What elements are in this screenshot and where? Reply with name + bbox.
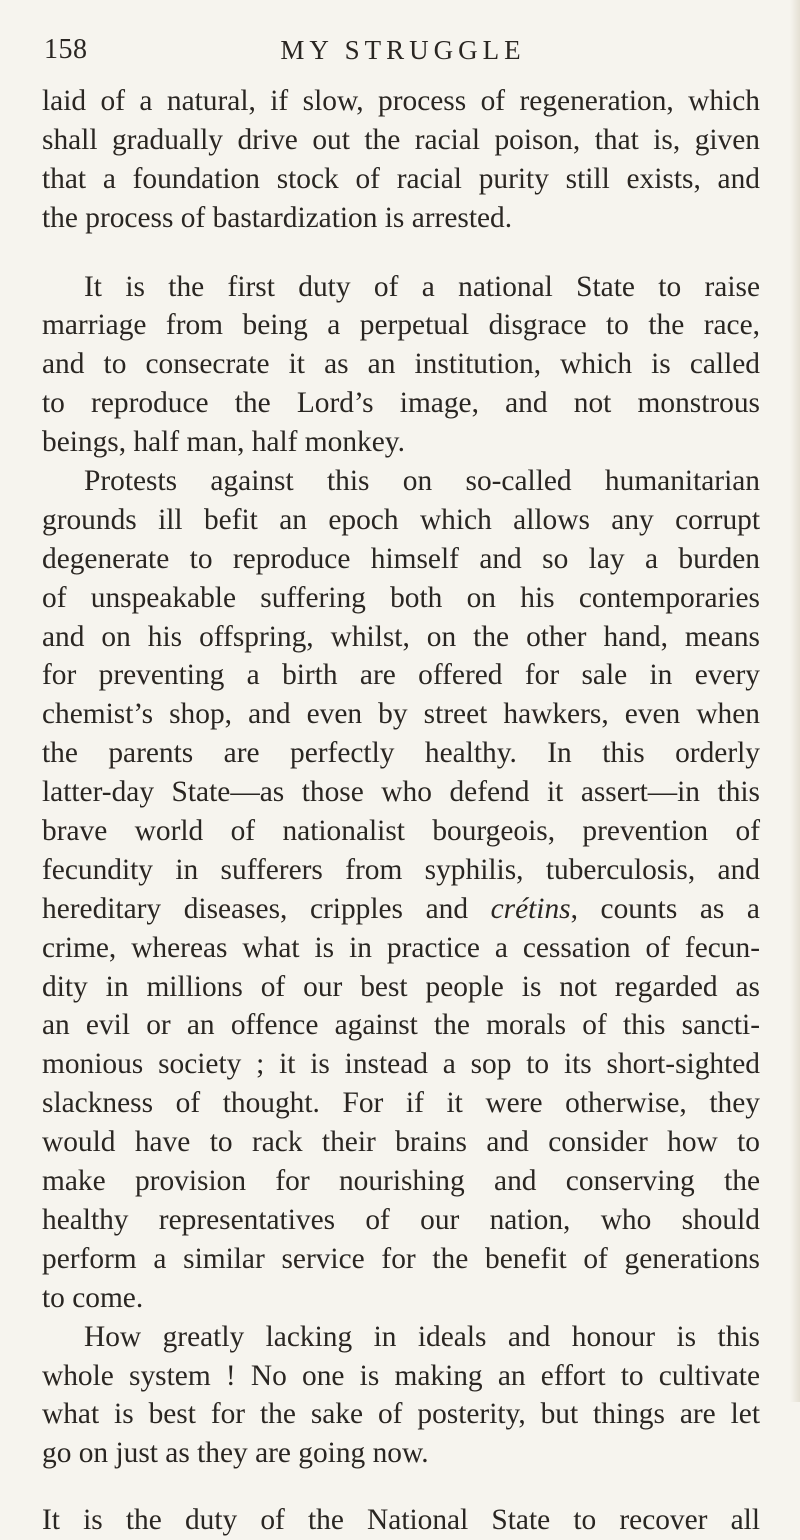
text-segment: , counts as a xyxy=(570,892,760,925)
text-line: and to consecrate it as an institution, which is called xyxy=(42,348,760,381)
text-line: Protests against this on so-called humanitarian xyxy=(84,465,760,498)
text-line: degenerate to reproduce himself and so lay a burden xyxy=(42,542,760,575)
text-line: It is the duty of the National State to recover all xyxy=(42,1504,760,1537)
paragraph xyxy=(42,82,760,238)
text-line: It is the first duty of a national State to raise xyxy=(84,270,760,303)
text-line: the parents are perfectly healthy. In this orderly xyxy=(42,737,760,770)
text-line: dity in millions of our best people is not regarded as xyxy=(42,970,760,1003)
paragraph xyxy=(42,462,760,1318)
body-text xyxy=(42,82,760,1540)
text-line: of unspeakable suffering both on his contemporaries xyxy=(42,581,760,614)
text-line: make provision for nourishing and conserving the xyxy=(42,1165,760,1198)
paragraph xyxy=(42,1501,760,1540)
text-line: chemist’s shop, and even by street hawkers, even when xyxy=(42,698,760,731)
paragraph xyxy=(42,268,760,462)
text-line: that a foundation stock of racial purity still exists, and xyxy=(42,162,760,195)
page-header xyxy=(44,30,756,70)
text-line: grounds ill befit an epoch which allows any corrupt xyxy=(42,503,760,536)
text-line: marriage from being a perpetual disgrace to the race, xyxy=(42,309,760,342)
text-line: to reproduce the Lord’s image, and not monstrous xyxy=(42,387,760,420)
text-line: laid of a natural, if slow, process of regeneration, which xyxy=(42,85,760,117)
text-line: healthy representatives of our nation, who should xyxy=(42,1203,760,1236)
running-title: MY STRUGGLE xyxy=(280,35,526,65)
text-line: shall gradually drive out the racial poison, that is, given xyxy=(42,123,760,156)
text-line: fecundity in sufferers from syphilis, tuberculosis, and xyxy=(42,853,760,886)
italic-word: crétins xyxy=(490,892,571,925)
text-line: the process of bastardization is arrested. xyxy=(42,201,513,234)
text-line: go on just as they are going now. xyxy=(42,1437,429,1470)
text-line: perform a similar service for the benefit of generations xyxy=(42,1242,760,1275)
text-line: latter-day State—as those who defend it assert—in this xyxy=(42,776,760,809)
page-number: 158 xyxy=(44,34,88,65)
text-line: and on his offspring, whilst, on the other hand, means xyxy=(42,620,760,653)
text-line: monious society ; it is instead a sop to its short-sighted xyxy=(42,1048,760,1081)
text-line: beings, half man, half monkey. xyxy=(42,426,405,459)
text-line: crime, whereas what is in practice a cessation of fecun- xyxy=(42,931,760,964)
paragraph xyxy=(42,1318,760,1474)
text-segment: hereditary diseases, cripples and xyxy=(42,892,469,925)
text-line: to come. xyxy=(42,1281,144,1314)
text-line: for preventing a birth are offered for sale in every xyxy=(42,659,760,692)
text-line: whole system ! No one is making an effort to cultivate xyxy=(42,1359,760,1392)
text-line-with-italic xyxy=(42,890,760,929)
page-edge xyxy=(790,0,800,1402)
text-line: slackness of thought. For if it were otherwise, they xyxy=(42,1087,760,1120)
text-line: would have to rack their brains and consider how to xyxy=(42,1126,760,1159)
text-line: an evil or an offence against the morals of this sancti- xyxy=(42,1009,760,1042)
text-line: How greatly lacking in ideals and honour is this xyxy=(84,1320,760,1353)
section-gap xyxy=(42,1473,760,1501)
section-gap xyxy=(42,238,760,268)
text-line: what is best for the sake of posterity, but things are let xyxy=(42,1398,760,1431)
text-line: brave world of nationalist bourgeois, prevention of xyxy=(42,815,760,848)
